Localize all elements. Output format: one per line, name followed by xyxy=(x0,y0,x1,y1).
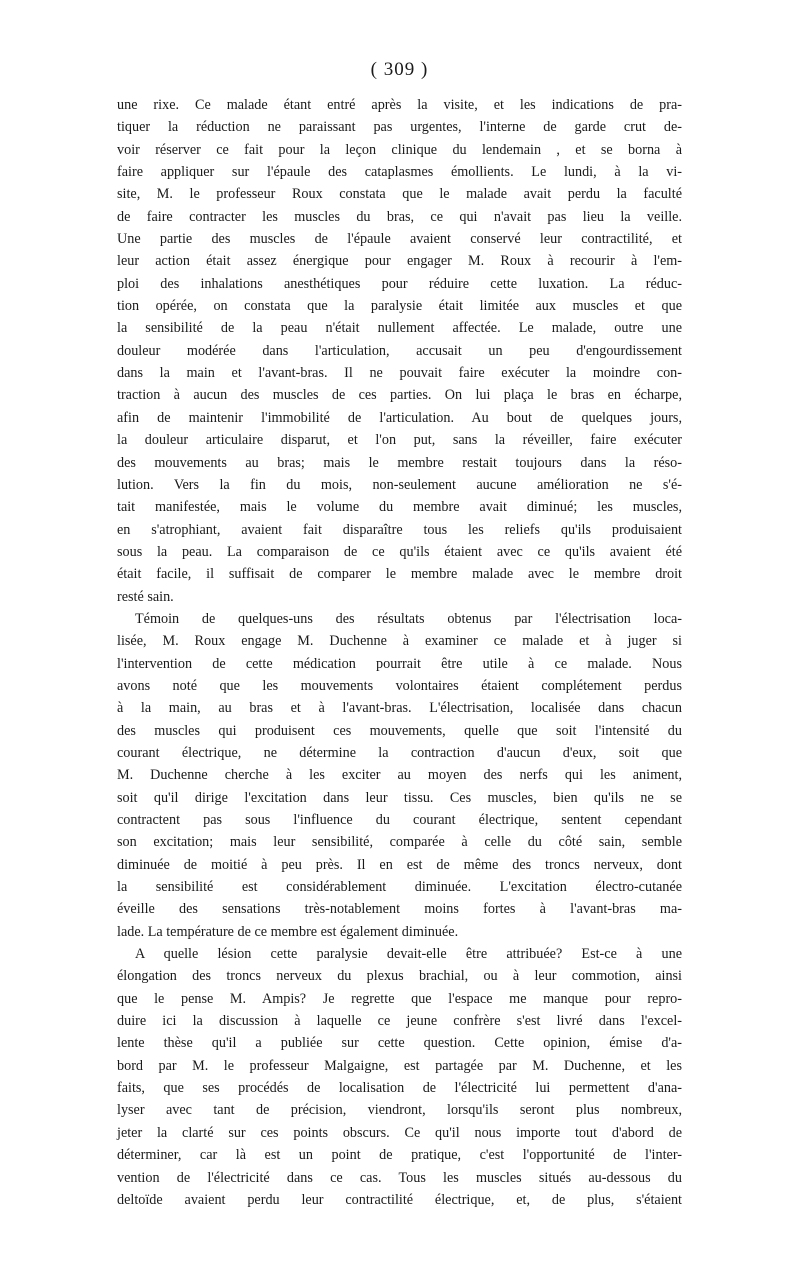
text-line: ploi des inhalations anesthétiques pour réduire cette luxation. La réduc- xyxy=(117,275,682,292)
text-line: A quelle lésion cette paralysie devait-elle être attribuée? Est-ce à une xyxy=(135,946,682,963)
body-text xyxy=(117,94,682,1211)
text-line: resté sain. xyxy=(117,588,174,605)
text-line: M. Duchenne cherche à les exciter au moyen des nerfs qui les animent, xyxy=(117,767,682,784)
text-line: sous la peau. La comparaison de ce qu'ils étaient avec ce qu'ils avaient été xyxy=(117,543,682,560)
text-line: l'intervention de cette médication pourrait être utile à ce malade. Nous xyxy=(117,655,682,672)
text-line: afin de maintenir l'immobilité de l'articulation. Au bout de quelques jours, xyxy=(117,409,682,426)
text-line: à la main, au bras et à l'avant-bras. L'électrisation, localisée dans chacun xyxy=(117,700,682,717)
text-line: vention de l'électricité dans ce cas. Tous les muscles situés au-dessous du xyxy=(117,1169,682,1186)
text-line: de faire contracter les muscles du bras, ce qui n'avait pas lieu la veille. xyxy=(117,208,682,225)
text-line: tiquer la réduction ne paraissant pas urgentes, l'interne de garde crut de- xyxy=(117,119,682,136)
text-line: courant électrique, ne détermine la contraction d'aucun d'eux, soit que xyxy=(117,744,682,761)
paragraph xyxy=(117,94,682,608)
text-line: lyser avec tant de précision, viendront, lorsqu'ils seront plus nombreux, xyxy=(117,1102,682,1119)
text-line: bord par M. le professeur Malgaigne, est partagée par M. Duchenne, et les xyxy=(117,1057,682,1074)
text-line: deltoïde avaient perdu leur contractilité électrique, et, de plus, s'étaient xyxy=(117,1191,682,1208)
text-line: dans la main et l'avant-bras. Il ne pouvait faire exécuter la moindre con- xyxy=(117,365,682,382)
text-line: que le pense M. Ampis? Je regrette que l'espace me manque pour repro- xyxy=(117,990,682,1007)
text-line: des mouvements au bras; mais le membre restait toujours dans la réso- xyxy=(117,454,682,471)
text-line: son excitation; mais leur sensibilité, comparée à celle du côté sain, semble xyxy=(117,834,682,851)
text-line: site, M. le professeur Roux constata que le malade avait perdu la faculté xyxy=(117,186,682,203)
paragraph xyxy=(117,943,682,1211)
text-line: duire ici la discussion à laquelle ce jeune confrère s'est livré dans l'excel- xyxy=(117,1013,682,1030)
text-line: soit qu'il dirige l'excitation dans leur tissu. Ces muscles, bien qu'ils ne se xyxy=(117,789,682,806)
text-line: la douleur articulaire disparut, et l'on put, sans la réveiller, faire exécuter xyxy=(117,432,682,449)
text-line: la sensibilité de la peau n'était nullement affectée. Le malade, outre une xyxy=(117,320,682,337)
text-line: la sensibilité est considérablement diminuée. L'excitation électro-cutanée xyxy=(117,879,682,896)
text-line: douleur modérée dans l'articulation, accusait un peu d'engourdissement xyxy=(117,342,682,359)
text-line: traction à aucun des muscles de ces parties. On lui plaça le bras en écharpe, xyxy=(117,387,682,404)
text-line: éveille des sensations très-notablement moins fortes à l'avant-bras ma- xyxy=(117,901,682,918)
text-line: déterminer, car là est un point de pratique, c'est l'opportunité de l'inter- xyxy=(117,1147,682,1164)
text-line: en s'atrophiant, avaient fait disparaître tous les reliefs qu'ils produisaient xyxy=(117,521,682,538)
text-line: tait manifestée, mais le volume du membre avait diminué; les muscles, xyxy=(117,499,682,516)
text-line: lade. La température de ce membre est également diminuée. xyxy=(117,923,459,940)
text-line: voir réserver ce fait pour la leçon clinique du lendemain , et se borna à xyxy=(117,141,682,158)
text-line: avons noté que les mouvements volontaires étaient complétement perdus xyxy=(117,677,682,694)
paragraph xyxy=(117,608,682,943)
text-line: des muscles qui produisent ces mouvements, quelle que soit l'intensité du xyxy=(117,722,682,739)
text-line: lution. Vers la fin du mois, non-seulement aucune amélioration ne s'é- xyxy=(117,476,682,493)
text-line: jeter la clarté sur ces points obscurs. Ce qu'il nous importe tout d'abord de xyxy=(117,1124,682,1141)
text-line: contractent pas sous l'influence du courant électrique, sentent cependant xyxy=(117,812,682,828)
text-line: Témoin de quelques-uns des résultats obtenus par l'électrisation loca- xyxy=(135,610,682,627)
text-line: élongation des troncs nerveux du plexus brachial, ou à leur commotion, ainsi xyxy=(117,968,682,985)
text-line: tion opérée, on constata que la paralysie était limitée aux muscles et que xyxy=(117,298,682,315)
text-line: une rixe. Ce malade étant entré après la visite, et les indications de pra- xyxy=(117,97,682,113)
book-page xyxy=(117,58,682,1211)
text-line: lente thèse qu'il a publiée sur cette question. Cette opinion, émise d'a- xyxy=(117,1035,682,1052)
text-line: lisée, M. Roux engage M. Duchenne à examiner ce malade et à juger si xyxy=(117,633,682,650)
text-line: était facile, il suffisait de comparer le membre malade avec le membre droit xyxy=(117,566,682,583)
text-line: leur action était assez énergique pour engager M. Roux à recourir à l'em- xyxy=(117,253,682,270)
page-number: ( 309 ) xyxy=(370,59,429,80)
text-line: diminuée de moitié à peu près. Il en est de même des troncs nerveux, dont xyxy=(117,856,682,873)
text-line: faits, que ses procédés de localisation de l'électricité lui permettent d'ana- xyxy=(117,1080,682,1097)
text-line: faire appliquer sur l'épaule des cataplasmes émollients. Le lundi, à la vi- xyxy=(117,164,682,181)
text-line: Une partie des muscles de l'épaule avaient conservé leur contractilité, et xyxy=(117,231,682,248)
